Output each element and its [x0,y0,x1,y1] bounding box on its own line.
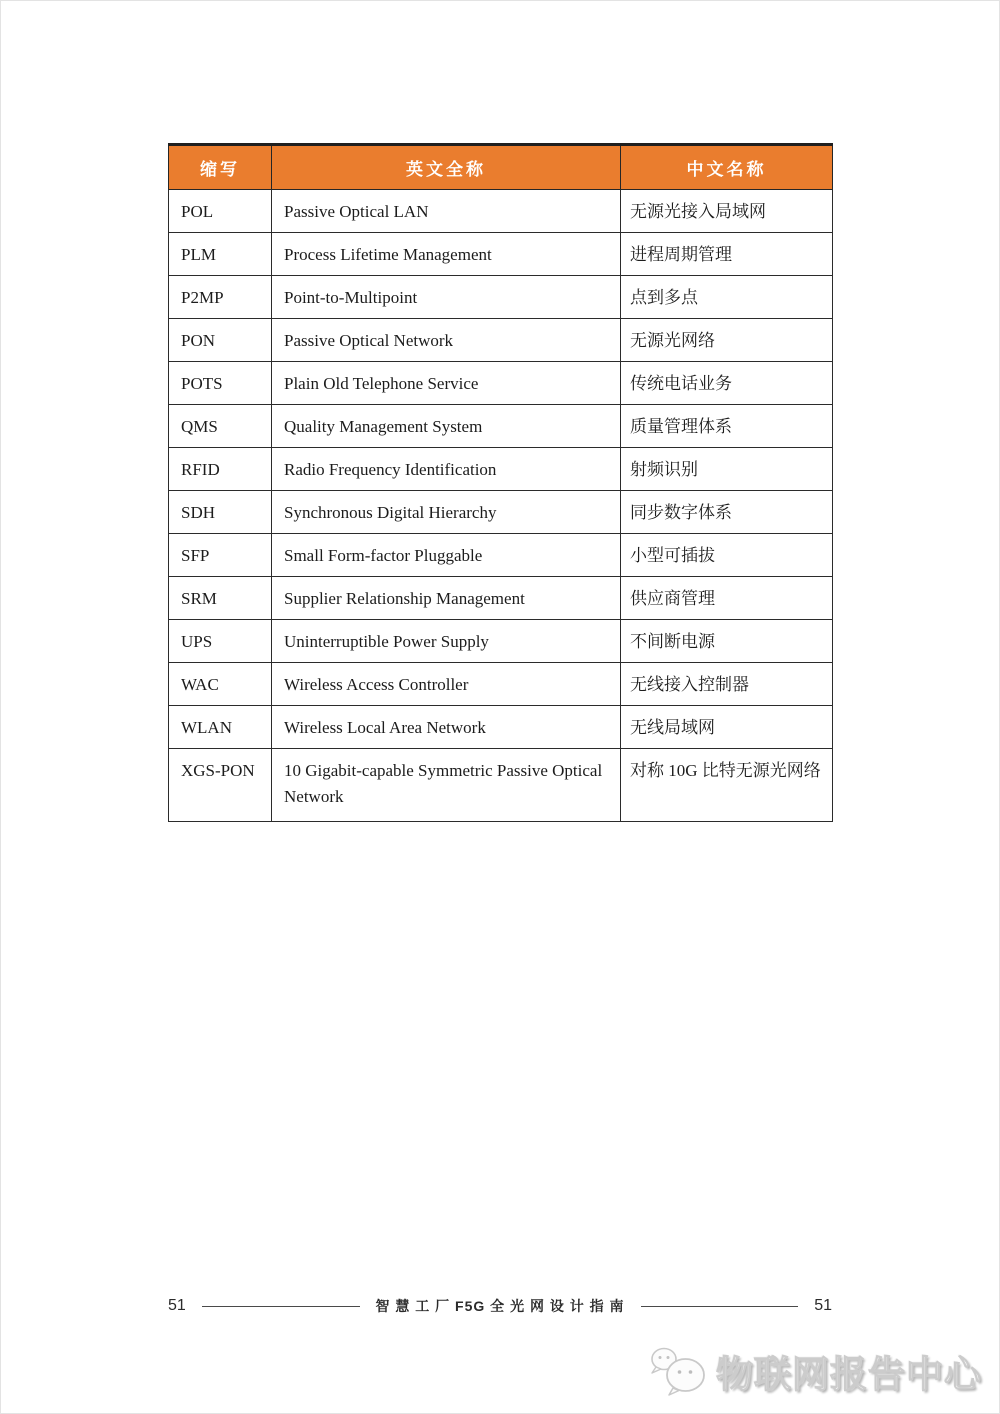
english-cell: Quality Management System [272,405,621,448]
english-cell: Point-to-Multipoint [272,276,621,319]
abbr-cell: PON [169,319,272,362]
wechat-icon [647,1344,709,1398]
abbr-cell: SFP [169,534,272,577]
chinese-cell: 同步数字体系 [621,491,833,534]
table-row [169,706,833,749]
chinese-cell: 无线局域网 [621,706,833,749]
header-chinese: 中文名称 [621,145,833,190]
chinese-cell: 传统电话业务 [621,362,833,405]
abbr-cell: POL [169,190,272,233]
abbr-cell: UPS [169,620,272,663]
abbr-cell: P2MP [169,276,272,319]
english-cell: Uninterruptible Power Supply [272,620,621,663]
chinese-cell: 无源光网络 [621,319,833,362]
footer-rule-right [641,1306,799,1307]
english-cell: 10 Gigabit-capable Symmetric Passive Optical Network [272,749,621,822]
chinese-cell: 不间断电源 [621,620,833,663]
watermark-text: 物联网报告中心 [716,1354,982,1395]
chinese-cell: 无线接入控制器 [621,663,833,706]
english-cell: Plain Old Telephone Service [272,362,621,405]
table-row [169,448,833,491]
chinese-cell: 对称 10G 比特无源光网络 [621,749,833,822]
english-cell: Radio Frequency Identification [272,448,621,491]
table-row [169,663,833,706]
abbr-cell: RFID [169,448,272,491]
abbr-cell: SRM [169,577,272,620]
table-row [169,190,833,233]
table-row [169,362,833,405]
table-row [169,534,833,577]
english-cell: Wireless Access Controller [272,663,621,706]
table-row [169,405,833,448]
glossary-table [168,143,833,822]
abbr-cell: WLAN [169,706,272,749]
table-row [169,319,833,362]
abbr-cell: SDH [169,491,272,534]
abbr-cell: XGS-PON [169,749,272,822]
table-row [169,276,833,319]
chinese-cell: 进程周期管理 [621,233,833,276]
table-row [169,491,833,534]
header-english: 英文全称 [272,145,621,190]
page-number-left: 51 [168,1297,186,1314]
watermark [647,1344,982,1398]
header-abbr: 缩写 [169,145,272,190]
chinese-cell: 小型可插拔 [621,534,833,577]
page-footer [168,1294,832,1318]
chinese-cell: 无源光接入局域网 [621,190,833,233]
chinese-cell: 质量管理体系 [621,405,833,448]
english-cell: Synchronous Digital Hierarchy [272,491,621,534]
page-number-right: 51 [814,1297,833,1314]
english-cell: Supplier Relationship Management [272,577,621,620]
document-title: 智 慧 工 厂 F5G 全 光 网 设 计 指 南 [375,1298,625,1314]
glossary-table-container [168,143,832,822]
english-cell: Passive Optical LAN [272,190,621,233]
table-row [169,577,833,620]
english-cell: Small Form-factor Pluggable [272,534,621,577]
english-cell: Wireless Local Area Network [272,706,621,749]
english-cell: Passive Optical Network [272,319,621,362]
abbr-cell: QMS [169,405,272,448]
chinese-cell: 供应商管理 [621,577,833,620]
abbr-cell: POTS [169,362,272,405]
abbr-cell: PLM [169,233,272,276]
table-header-row [169,145,833,190]
chinese-cell: 点到多点 [621,276,833,319]
table-row [169,620,833,663]
footer-rule-left [202,1306,360,1307]
chinese-cell: 射频识别 [621,448,833,491]
table-row [169,233,833,276]
english-cell: Process Lifetime Management [272,233,621,276]
abbr-cell: WAC [169,663,272,706]
table-row [169,749,833,822]
